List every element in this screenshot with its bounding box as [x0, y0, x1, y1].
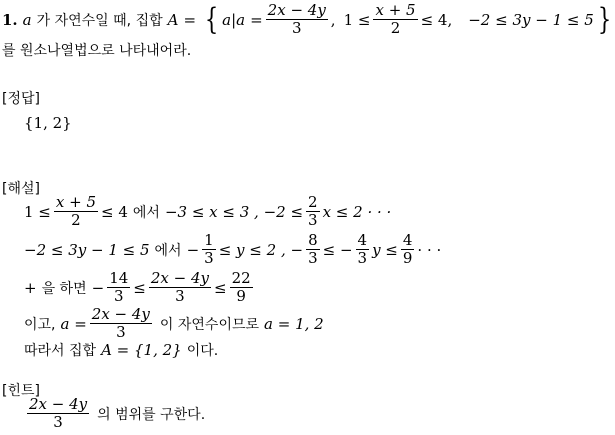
- fraction-numerator: 2x − 4y: [91, 305, 150, 323]
- math-text: +: [24, 278, 37, 297]
- fraction-numerator: 2x − 4y: [150, 269, 209, 287]
- fraction-denominator: 2: [71, 211, 81, 230]
- fraction-numerator: 2x − 4y: [267, 1, 326, 19]
- fraction-denominator: 9: [236, 287, 246, 306]
- fraction-denominator: 3: [116, 323, 126, 342]
- problem-number: 1.: [2, 10, 18, 29]
- korean-text: 이고,: [24, 316, 56, 333]
- fraction-numerator: 1: [204, 231, 214, 249]
- math-text: ≤: [213, 278, 227, 297]
- math-text: ≤: [133, 278, 146, 297]
- fraction: [356, 232, 370, 268]
- fraction: [202, 232, 216, 268]
- fraction-numerator: 4: [402, 231, 413, 249]
- math-text: a =: [60, 314, 87, 333]
- math-text: · · ·: [417, 240, 442, 259]
- fraction: [401, 232, 415, 268]
- math-text: −: [91, 278, 105, 297]
- fraction-denominator: 3: [357, 249, 368, 268]
- fraction-denominator: 3: [175, 287, 185, 306]
- fraction-numerator: 4: [357, 231, 368, 249]
- fraction-numerator: 14: [109, 269, 129, 287]
- math-text: y ≤: [372, 240, 398, 259]
- math-text: −2 ≤ 3y − 1 ≤ 5: [24, 240, 150, 259]
- problem-given-text: 가 자연수일 때, 집합: [36, 12, 163, 29]
- fraction-denominator: 3: [308, 211, 318, 230]
- fraction: [306, 232, 320, 268]
- solution-label: [해설]: [2, 181, 40, 197]
- fraction-numerator: 2x − 4y: [29, 395, 88, 413]
- fraction: [149, 270, 211, 306]
- math-text: −: [186, 240, 200, 259]
- fraction-expression: [266, 2, 328, 38]
- condition1-prefix: 1 ≤: [343, 10, 371, 29]
- fraction-numerator: x + 5: [55, 193, 96, 211]
- set-builder-var: a|a: [222, 10, 246, 29]
- math-text: a = 1, 2: [264, 314, 324, 333]
- math-text: ≤ 4: [101, 202, 128, 221]
- fraction-denominator: 9: [402, 249, 413, 268]
- fraction-denominator: 2: [390, 19, 401, 38]
- fraction-denominator: 3: [204, 249, 214, 268]
- solution-line1: [24, 194, 391, 230]
- condition2: −2 ≤ 3y − 1 ≤ 5: [468, 10, 594, 29]
- answer-label: [정답]: [2, 91, 40, 107]
- problem-statement-line1: 1. a 가 자연수일 때, 집합 A = { a|a = $\frac{2x - 4y}{3}$ , 1 ≤ $\frac{x + 5}{2}$ ≤ 4, −2 ≤ 3y − 1 ≤ 5 }: [2, 1, 611, 38]
- fraction: [54, 194, 98, 230]
- hint-line: [24, 396, 205, 432]
- korean-text: 에서: [154, 242, 182, 259]
- answer-value: {1, 2}: [24, 114, 72, 132]
- fraction-denominator: 3: [53, 413, 63, 432]
- korean-text: 이다.: [186, 343, 219, 359]
- fraction: [27, 396, 89, 432]
- problem-statement-line2: 를 원소나열법으로 나타내어라.: [2, 43, 192, 59]
- math-text: ≤ y ≤ 2 , −: [218, 240, 304, 259]
- hint-label: [힌트]: [2, 383, 40, 399]
- solution-line2: [24, 232, 441, 268]
- left-brace: {: [204, 1, 219, 37]
- korean-text: 에서: [132, 204, 160, 221]
- math-text: −3 ≤ x ≤ 3 , −2 ≤: [164, 202, 304, 221]
- solution-line4: [24, 306, 324, 342]
- condition1-suffix: ≤ 4,: [420, 10, 453, 29]
- fraction-denominator: 3: [308, 249, 318, 268]
- fraction-denominator: 3: [113, 287, 124, 306]
- right-brace: }: [597, 1, 611, 37]
- math-text: 1 ≤: [24, 202, 51, 221]
- solution-line5: [24, 340, 218, 360]
- fraction: [306, 194, 320, 230]
- fraction: [230, 270, 253, 306]
- solution-line3: [24, 270, 256, 306]
- math-text: A = {1, 2}: [101, 341, 182, 359]
- fraction-numerator: 2: [308, 193, 318, 211]
- hint-text: 의 범위를 구한다.: [97, 406, 206, 423]
- math-text: x ≤ 2 · · ·: [322, 202, 392, 221]
- math-text: ≤ −: [322, 240, 353, 259]
- fraction-numerator: 8: [308, 231, 318, 249]
- korean-text: 을 하면: [41, 280, 87, 297]
- fraction: [107, 270, 130, 306]
- variable-a: a: [22, 10, 32, 29]
- fraction-denominator: 3: [291, 19, 302, 38]
- fraction-numerator: 22: [231, 269, 251, 287]
- korean-text: 이 자연수이므로: [159, 316, 260, 333]
- set-name: A: [167, 10, 179, 29]
- fraction: [90, 306, 152, 342]
- fraction-condition: [373, 2, 417, 38]
- fraction-numerator: x + 5: [375, 1, 416, 19]
- korean-text: 따라서 집합: [24, 343, 97, 359]
